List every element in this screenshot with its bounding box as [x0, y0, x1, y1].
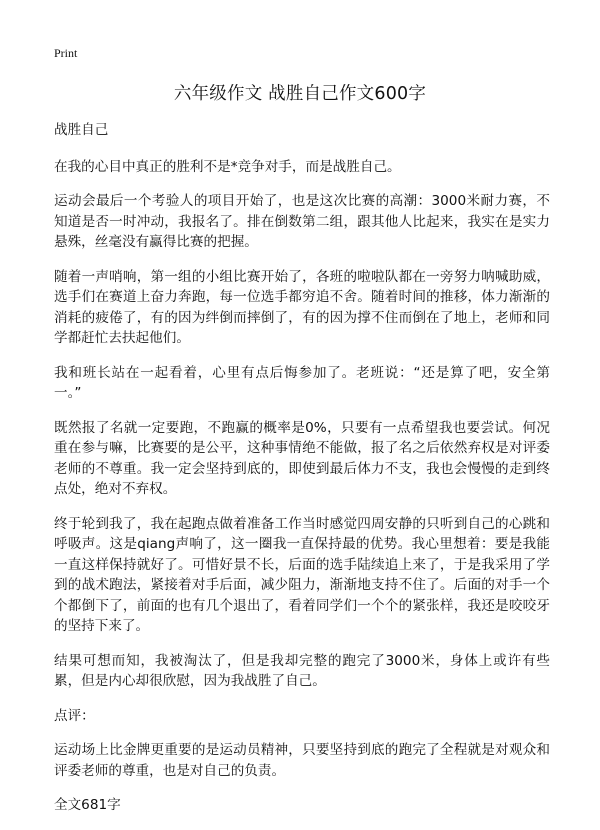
word-count: 全文681字 — [54, 797, 121, 813]
paragraph: 运动会最后一个考验人的项目开始了，也是这次比赛的高潮：3000米耐力赛，不知道是否一时冲动，我报名了。排在倒数第二组，跟其他人比起来，我实在是实力悬殊，丝毫没有赢得比赛的把握。 — [54, 193, 550, 250]
paragraph: 既然报了名就一定要跑，不跑赢的概率是0%，只要有一点希望我也要尝试。何况重在参与嘛，比赛要的是公平，这种事情绝不能做，报了名之后依然弃权是对评委老师的不尊重。我一定会坚持到底的，即使到最后体力不支，我也会慢慢的走到终点处，绝对不弃权。 — [54, 419, 550, 497]
comment-text: 运动场上比金牌更重要的是运动员精神，只要坚持到底的跑完了全程就是对观众和评委老师的尊重，也是对自己的负责。 — [54, 742, 550, 779]
article-body — [54, 120, 550, 830]
print-link[interactable]: Print — [54, 46, 78, 60]
paragraph: 终于轮到我了，我在起跑点做着准备工作当时感觉四周安静的只听到自己的心跳和呼吸声。这是qiang声响了，这一圈我一直保持最的优势。我心里想着：要是我能一直这样保持就好了。可惜好景不长，后面的选手陆续追上来了，于是我采用了学到的战术跑法，紧接着对手后面，减少阻力，渐渐地支持不住了。后面的对手一个个都倒下了，前面的也有几个退出了，看着同学们一个个的紧张样，我还是咬咬牙的坚持下来了。 — [54, 515, 550, 634]
comment-label: 点评： — [54, 707, 95, 724]
paragraph: 在我的心目中真正的胜利不是*竞争对手，而是战胜自己。 — [54, 158, 401, 175]
paragraph: 我和班长站在一起看着，心里有点后悔参加了。老班说：“还是算了吧，安全第一。” — [54, 364, 550, 401]
paragraph: 结果可想而知，我被淘汰了，但是我却完整的跑完了3000米，身体上或许有些累，但是内心却很欣慰，因为我战胜了自己。 — [54, 652, 550, 689]
article-subtitle: 战胜自己 — [54, 122, 109, 138]
page-title: 六年级作文 战胜自己作文600字 — [173, 84, 427, 104]
paragraph: 随着一声哨响，第一组的小组比赛开始了，各班的啦啦队都在一旁努力呐喊助威，选手们在赛道上奋力奔跑，每一位选手都穷追不舍。随着时间的推移，体力渐渐的消耗的疲倦了，有的因为绊倒而摔倒了，有的因为撑不住而倒在了地上，老师和同学都赶忙去扶起他们。 — [54, 268, 550, 346]
